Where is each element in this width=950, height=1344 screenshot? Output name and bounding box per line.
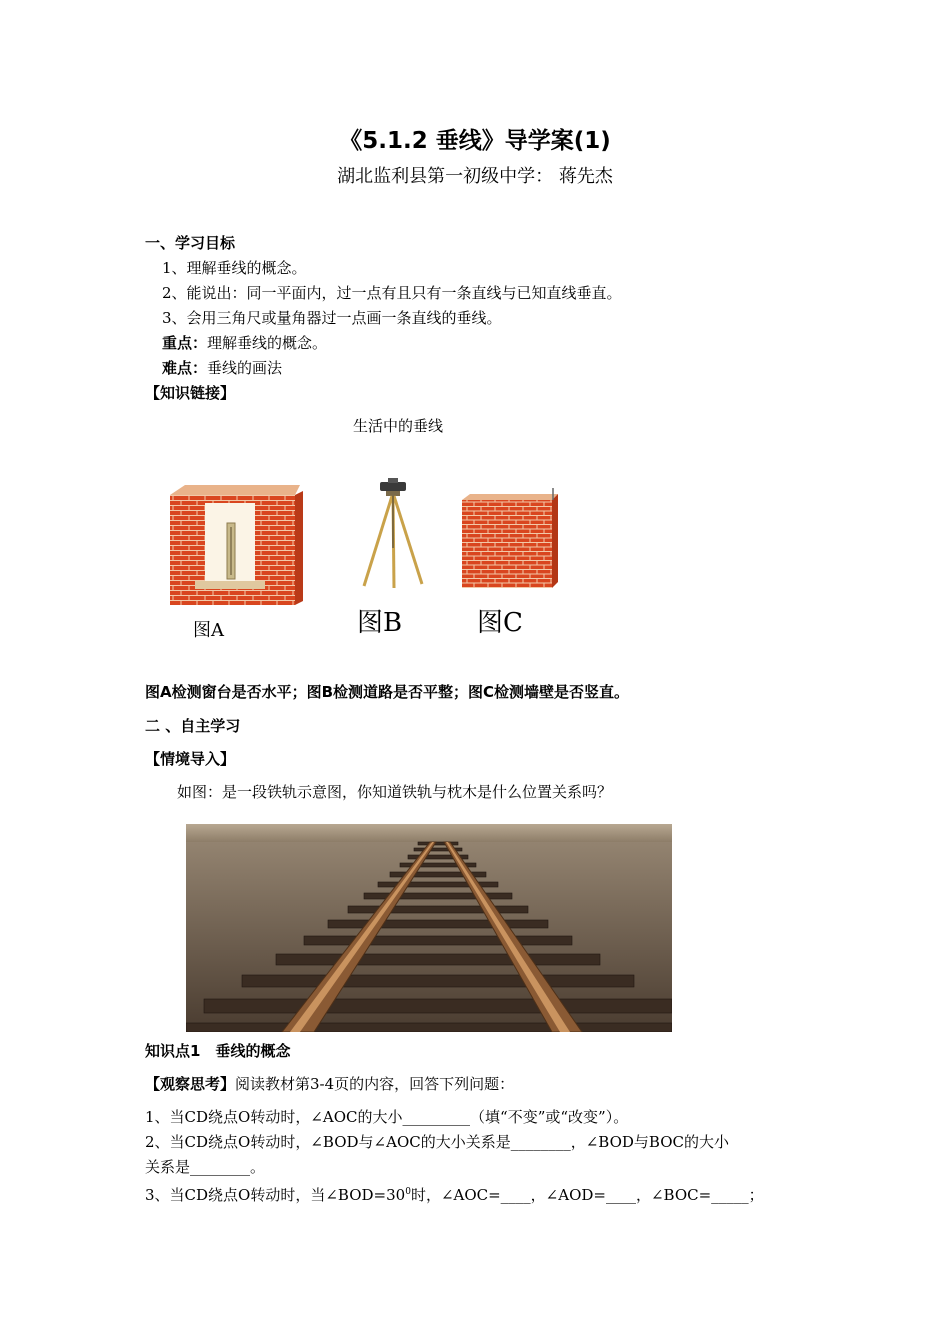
objective-3: 3、会用三角尺或量角器过一点画一条直线的垂线。 xyxy=(162,309,502,327)
objective-1: 1、理解垂线的概念。 xyxy=(162,259,307,277)
hard-text: 垂线的画法 xyxy=(207,359,283,377)
scene-heading: 【情境导入】 xyxy=(145,750,236,768)
question-3-pre: 3、当CD绕点O转动时，当∠BOD=30 xyxy=(145,1186,406,1204)
scene-text: 如图：是一段铁轨示意图，你知道铁轨与枕木是什么位置关系吗？ xyxy=(177,783,613,801)
brick-window-illustration xyxy=(165,485,305,610)
degree-superscript: 0 xyxy=(405,1187,411,1197)
hard-label: 难点： xyxy=(162,359,208,377)
knowledge-point-heading: 知识点1 垂线的概念 xyxy=(145,1042,291,1060)
author-line: 湖北监利县第一初级中学： 蒋先杰 xyxy=(337,166,613,187)
caption-a: 图A xyxy=(193,620,224,641)
brick-wall-illustration xyxy=(460,488,560,590)
tripod-illustration xyxy=(358,478,428,590)
figure-description: 图A检测窗台是否水平；图B检测道路是否平整；图C检测墙壁是否竖直。 xyxy=(145,683,630,701)
question-2-line1: 2、当CD绕点O转动时，∠BOD与∠AOC的大小关系是________，∠BOD与BOC的大小 xyxy=(145,1133,729,1151)
question-1: 1、当CD绕点O转动时，∠AOC的大小_________（填“不变”或“改变”）。 xyxy=(145,1108,629,1126)
observe-text: 阅读教材第3-4页的内容，回答下列问题： xyxy=(235,1075,515,1093)
question-2-line2: 关系是________。 xyxy=(145,1158,266,1176)
observe-label: 【观察思考】 xyxy=(145,1075,236,1093)
section1-heading: 一、学习目标 xyxy=(145,234,236,252)
key-label: 重点： xyxy=(162,334,208,352)
section2-heading: 二 、自主学习 xyxy=(145,717,241,735)
key-point xyxy=(162,333,327,353)
key-text: 理解垂线的概念。 xyxy=(207,334,328,352)
railway-track-image xyxy=(186,824,672,1032)
knowledge-link-heading: 【知识链接】 xyxy=(145,384,236,402)
caption-c: 图C xyxy=(477,608,523,638)
question-3-post: 时，∠AOC=____，∠AOD=____，∠BOC=_____； xyxy=(410,1186,764,1204)
figure-title: 生活中的垂线 xyxy=(353,417,444,435)
question-3 xyxy=(145,1182,764,1205)
objective-2: 2、能说出：同一平面内，过一点有且只有一条直线与已知直线垂直。 xyxy=(162,284,622,302)
hard-point xyxy=(162,358,282,378)
page-title: 《5.1.2 垂线》导学案(1) xyxy=(339,128,611,154)
caption-b: 图B xyxy=(357,608,403,638)
observe-line xyxy=(145,1074,514,1094)
